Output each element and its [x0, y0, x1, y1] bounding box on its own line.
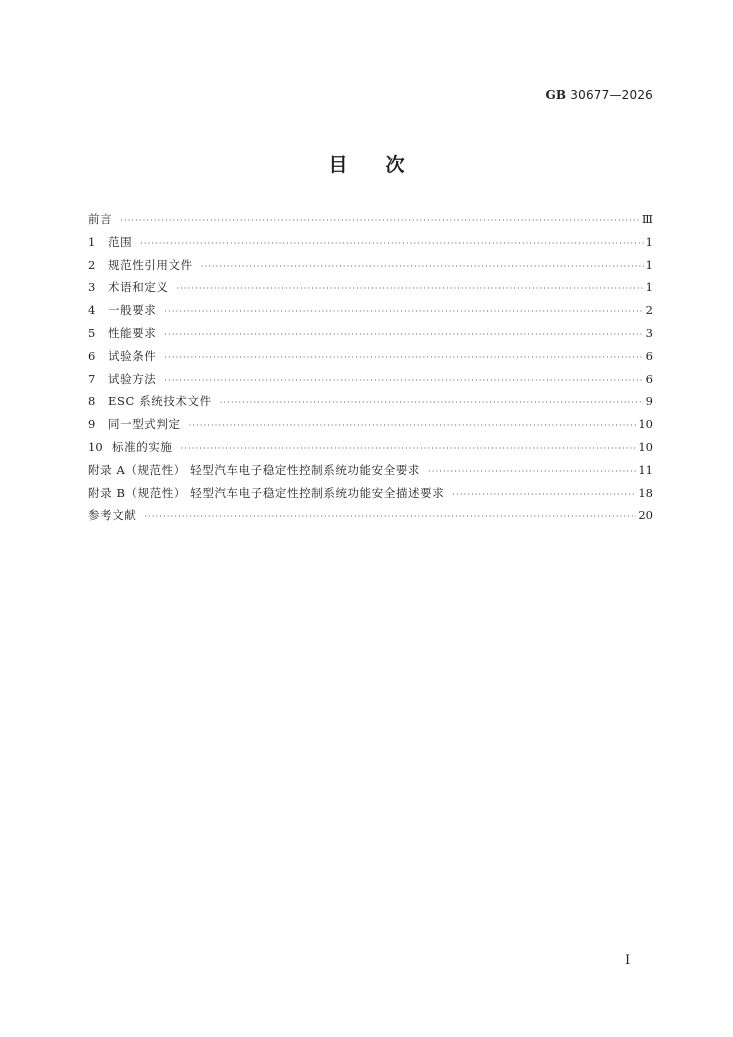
toc-entry-1[interactable]	[88, 231, 653, 254]
toc-leader-dots	[220, 392, 644, 415]
toc-page-number: 6	[645, 348, 653, 363]
toc-entry-4[interactable]	[88, 299, 653, 322]
toc-leader-dots	[177, 278, 644, 301]
toc-entry-number: 3	[88, 280, 96, 295]
toc-page-number: 18	[638, 485, 653, 500]
toc-entry-number: 8	[88, 394, 96, 409]
toc-entry-annex-b[interactable]	[88, 482, 653, 505]
toc-entry-6[interactable]	[88, 345, 653, 368]
toc-entry-bibliography[interactable]	[88, 504, 653, 527]
toc-page-number: Ⅲ	[641, 212, 653, 226]
toc-entry-7[interactable]	[88, 368, 653, 391]
toc-page-number: 11	[638, 462, 653, 477]
standard-number	[545, 88, 653, 102]
toc-leader-dots	[181, 438, 637, 461]
toc-leader-dots	[144, 506, 636, 529]
toc-entry-title: 参考文献	[88, 508, 137, 523]
toc-entry-number: 1	[88, 234, 96, 249]
toc-entry-2[interactable]	[88, 254, 653, 277]
toc-entry-title: ESC 系统技术文件	[108, 394, 212, 409]
toc-entry-annex-a[interactable]	[88, 459, 653, 482]
toc-page-number: 6	[645, 371, 653, 386]
toc-leader-dots	[164, 370, 643, 393]
toc-entry-title: 范围	[108, 234, 133, 249]
toc-page-number: 10	[638, 417, 653, 432]
toc-leader-dots	[164, 347, 643, 370]
toc-entry-title: 术语和定义	[108, 280, 169, 295]
toc-entry-10[interactable]	[88, 436, 653, 459]
toc-entry-title: 同一型式判定	[108, 417, 181, 432]
toc-entry-5[interactable]	[88, 322, 653, 345]
toc-page-number: 9	[645, 394, 653, 409]
toc-leader-dots	[428, 461, 636, 484]
toc-entry-3[interactable]	[88, 276, 653, 299]
toc-entry-preface[interactable]	[88, 208, 653, 231]
toc-page-number: 20	[638, 508, 653, 523]
toc-leader-dots	[164, 324, 643, 347]
toc-entry-number: 5	[88, 325, 96, 340]
toc-leader-dots	[201, 256, 644, 279]
toc-entry-title: 一般要求	[108, 303, 157, 318]
toc-page-number: 1	[645, 280, 653, 295]
standard-code: 30677—2026	[570, 88, 653, 102]
toc-entry-number: 7	[88, 371, 96, 386]
toc-entry-title: 附录 B（规范性） 轻型汽车电子稳定性控制系统功能安全描述要求	[88, 485, 445, 500]
toc-entry-number: 4	[88, 303, 96, 318]
table-of-contents	[88, 208, 653, 527]
toc-leader-dots	[140, 233, 643, 256]
toc-entry-title: 性能要求	[108, 325, 157, 340]
toc-page-number: 1	[645, 257, 653, 272]
page-number: I	[625, 953, 631, 968]
toc-entry-title: 标准的实施	[112, 439, 173, 454]
toc-entry-title: 试验条件	[108, 348, 157, 363]
toc-leader-dots	[452, 484, 636, 507]
toc-entry-title: 附录 A（规范性） 轻型汽车电子稳定性控制系统功能安全要求	[88, 462, 421, 477]
toc-page-number: 1	[645, 234, 653, 249]
page-title: 目次	[328, 154, 443, 176]
toc-page-number: 2	[645, 303, 653, 318]
toc-leader-dots	[189, 415, 637, 438]
toc-entry-title: 前言	[88, 212, 113, 226]
toc-page-number: 3	[645, 325, 653, 340]
toc-entry-8[interactable]	[88, 390, 653, 413]
toc-entry-9[interactable]	[88, 413, 653, 436]
toc-page-number: 10	[638, 439, 653, 454]
toc-entry-title: 规范性引用文件	[108, 257, 193, 272]
toc-entry-number: 9	[88, 417, 96, 432]
toc-entry-title: 试验方法	[108, 371, 157, 386]
standard-prefix: GB	[545, 88, 567, 102]
toc-leader-dots	[120, 210, 640, 233]
toc-leader-dots	[164, 301, 643, 324]
toc-entry-number: 10	[88, 439, 103, 454]
toc-entry-number: 6	[88, 348, 96, 363]
toc-entry-number: 2	[88, 257, 96, 272]
